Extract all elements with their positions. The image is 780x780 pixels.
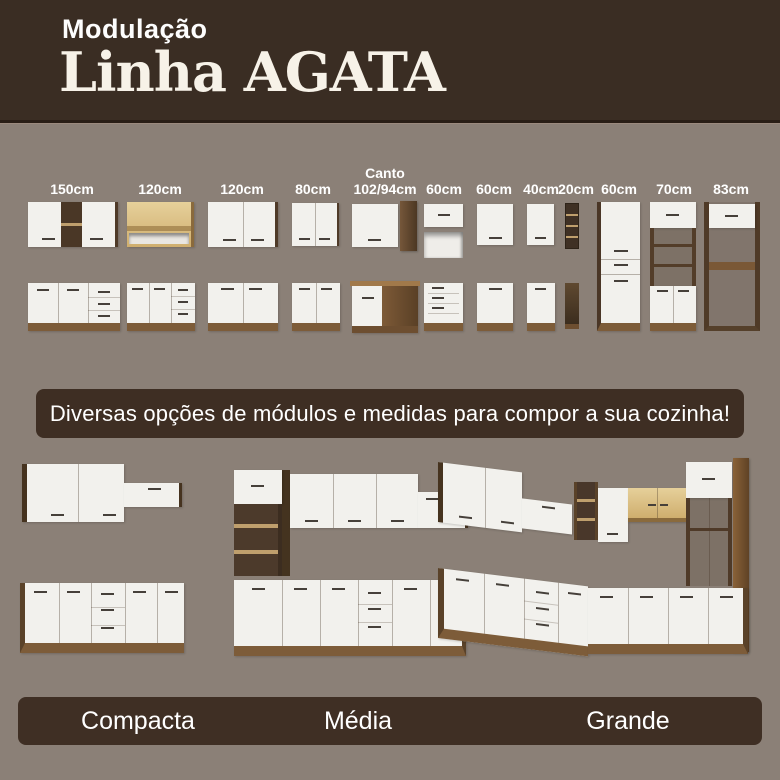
- base-cabinet-120-drawers: [127, 283, 195, 331]
- right-tower-top-cabinet: [686, 462, 732, 498]
- wall-cabinet: [438, 462, 522, 532]
- base-cabinet-run: [20, 583, 184, 653]
- wall-cabinet-150: [28, 202, 118, 247]
- tower-open-shelves: [234, 504, 282, 576]
- wall-cabinet-step: [124, 483, 182, 507]
- kitchen-compacta: [16, 456, 216, 666]
- module-size-label: 150cm: [50, 180, 94, 197]
- wall-cabinet: [22, 464, 124, 522]
- tower-base-cabinet: [650, 286, 696, 331]
- module-size-label: Canto 102/94cm: [353, 164, 417, 197]
- wall-cabinet-40: [527, 204, 554, 245]
- module-size-label: 60cm: [601, 180, 637, 197]
- shelf-tower-20: [565, 203, 579, 249]
- banner: Diversas opções de módulos e medidas para compor a sua cozinha!: [36, 389, 744, 438]
- tower-top-cabinet: [650, 202, 696, 228]
- tower-top-cabinet: [234, 470, 282, 504]
- wall-cabinet-80: [292, 203, 339, 246]
- module-size-label: 20cm: [558, 180, 594, 197]
- wood-column: [282, 470, 290, 576]
- corner-wood-column: [400, 201, 417, 251]
- wall-cabinet-60-flap: [424, 204, 463, 227]
- option-media: Média: [323, 706, 393, 735]
- tower-70: [650, 202, 696, 331]
- base-cabinet-run: [234, 580, 466, 656]
- base-cabinet-60: [477, 283, 513, 331]
- corner-open-shelves: [574, 482, 598, 540]
- right-base-run: [588, 588, 748, 654]
- frame-top-cabinet: [709, 204, 755, 228]
- kitchen-grande: [438, 442, 774, 668]
- wood-panel: [382, 286, 418, 326]
- modules-section: [0, 123, 780, 390]
- size-options-bar: [18, 697, 762, 745]
- wall-cabinet-door: [598, 488, 628, 542]
- wall-cabinet: [290, 474, 418, 528]
- kitchen-media: [230, 448, 470, 666]
- wall-cabinet-raw-wood: [628, 488, 686, 522]
- module-size-label: 70cm: [656, 180, 692, 197]
- option-grande: Grande: [586, 706, 670, 735]
- base-cabinet-60-drawers: [424, 283, 463, 331]
- open-niche: [424, 232, 463, 258]
- base-tower-20: [565, 283, 579, 329]
- wall-cabinet-step: [522, 498, 572, 534]
- option-compacta: Compacta: [81, 706, 195, 735]
- corner-wall-cabinet: [352, 204, 398, 247]
- wall-cabinet-120-raw-wood: [127, 202, 194, 247]
- wall-cabinet-60: [477, 204, 513, 245]
- module-size-label: 60cm: [476, 180, 512, 197]
- module-size-label: 40cm: [523, 180, 559, 197]
- tower-open-frame: [650, 228, 696, 286]
- corner-base-cabinet: [352, 281, 418, 333]
- kitchens-section: [0, 438, 780, 697]
- left-wall-run: [438, 462, 574, 555]
- module-size-label: 80cm: [295, 180, 331, 197]
- header: [0, 0, 780, 123]
- base-cabinet-80: [292, 283, 340, 331]
- wall-cabinet-120: [208, 202, 278, 247]
- base-cabinet-120: [208, 283, 278, 331]
- module-size-label: 120cm: [138, 180, 182, 197]
- module-size-label: 60cm: [426, 180, 462, 197]
- open-slot: [129, 233, 189, 244]
- base-cabinet-run: [438, 568, 588, 656]
- left-base-run: [438, 568, 590, 673]
- right-tower-open-frame: [686, 498, 732, 586]
- header-subtitle: Modulação: [62, 14, 208, 44]
- base-cabinet-40: [527, 283, 555, 331]
- open-shelf: [61, 202, 82, 247]
- base-cabinet-150: [28, 283, 120, 331]
- frame-tower-83: [704, 202, 760, 331]
- page-title: Linha AGATA: [59, 40, 445, 104]
- tall-pantry-60: [597, 202, 640, 331]
- module-size-label: 83cm: [713, 180, 749, 197]
- module-size-label: 120cm: [220, 180, 264, 197]
